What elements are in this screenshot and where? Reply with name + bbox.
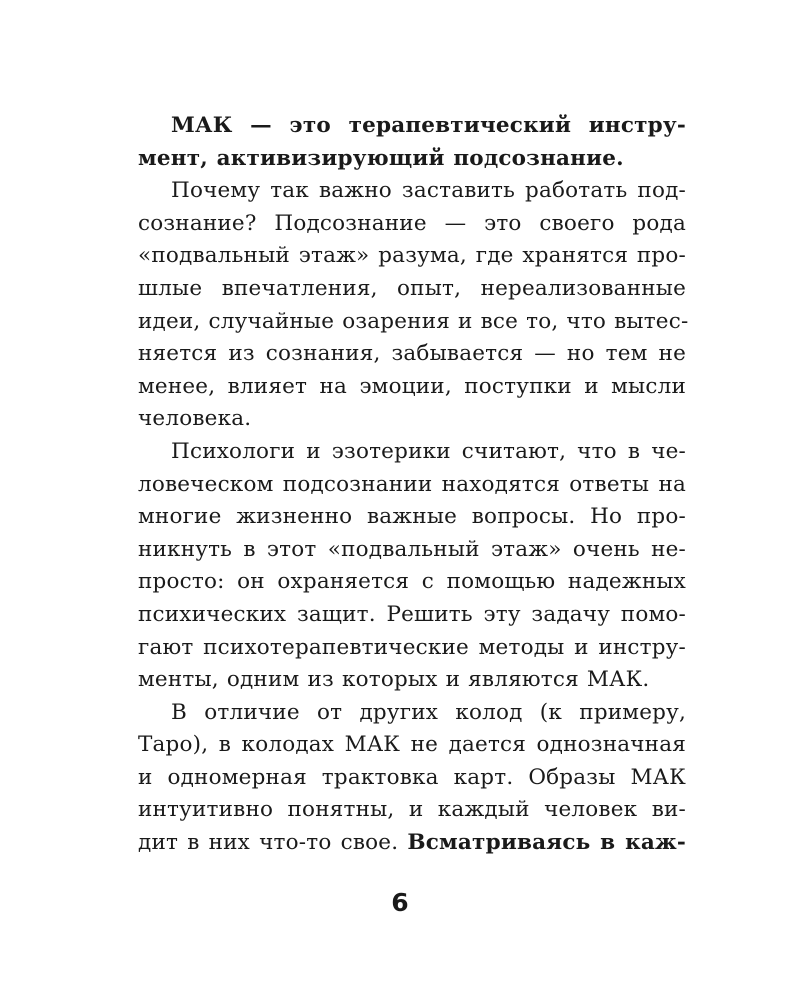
text-line <box>138 501 686 534</box>
text-line-content: психических защит. Решить эту задачу помо- <box>138 601 686 627</box>
page-body <box>138 110 689 860</box>
text-line <box>138 143 686 176</box>
text-line-content: многие жизненно важные вопросы. Но про- <box>138 504 686 530</box>
text-line <box>138 306 689 339</box>
text-line-content: Психологи и эзотерики считают, что в че- <box>171 438 686 464</box>
text-line <box>138 762 686 795</box>
text-line <box>138 110 686 143</box>
text-line-content: интуитивно понятны, и каждый человек ви- <box>138 797 686 823</box>
text-line-content: шлые впечатления, опыт, нереализованные <box>138 275 686 301</box>
text-line-content: Почему так важно заставить работать под- <box>171 178 686 204</box>
page-number: 6 <box>391 888 409 917</box>
text-line <box>138 729 686 762</box>
text-line <box>138 469 686 502</box>
text-line <box>138 534 686 567</box>
text-line-content: няется из сознания, забывается — но тем не <box>138 341 686 367</box>
text-line-content: менее, влияет на эмоции, поступки и мысли <box>138 373 686 399</box>
text-line-content: никнуть в этот «подвальный этаж» очень не- <box>138 536 686 562</box>
text-line <box>138 827 686 860</box>
text-line <box>138 599 686 632</box>
text-line-content: человека. <box>138 406 252 432</box>
text-line-content: МАК — это терапевтический инстру- <box>171 113 686 138</box>
text-line-content: дит в них что-то свое. <box>138 830 408 856</box>
text-line <box>138 794 686 827</box>
text-line <box>138 436 686 469</box>
text-line-content: и одномерная трактовка карт. Образы МАК <box>138 764 686 790</box>
text-line-content: ловеческом подсознании находятся ответы на <box>138 471 686 497</box>
text-line <box>138 338 686 371</box>
text-line <box>138 371 686 404</box>
text-line-bold-tail: Всматриваясь в каж- <box>407 830 686 856</box>
text-line-content: мент, активизирующий подсознание. <box>138 145 624 171</box>
text-line-content: «подвальный этаж» разума, где хранятся про- <box>138 243 686 269</box>
text-line-content: менты, одним из которых и являются МАК. <box>138 667 650 693</box>
text-line-content: гают психотерапевтические методы и инстру- <box>138 634 686 660</box>
text-line <box>138 632 686 665</box>
text-line-content: идеи, случайные озарения и все то, что вытес- <box>138 308 689 334</box>
text-line <box>138 273 686 306</box>
text-line <box>138 240 686 273</box>
text-line <box>138 208 686 241</box>
text-line-content: сознание? Подсознание — это своего рода <box>138 210 686 236</box>
text-line <box>138 697 686 730</box>
text-line-content: просто: он охраняется с помощью надежных <box>138 569 686 595</box>
text-line <box>138 566 686 599</box>
text-line-content: Таро), в колодах МАК не дается однозначная <box>138 732 686 758</box>
text-line-content: В отличие от других колод (к примеру, <box>171 699 686 725</box>
text-line <box>138 664 686 697</box>
text-line <box>138 403 686 436</box>
text-line <box>138 175 686 208</box>
